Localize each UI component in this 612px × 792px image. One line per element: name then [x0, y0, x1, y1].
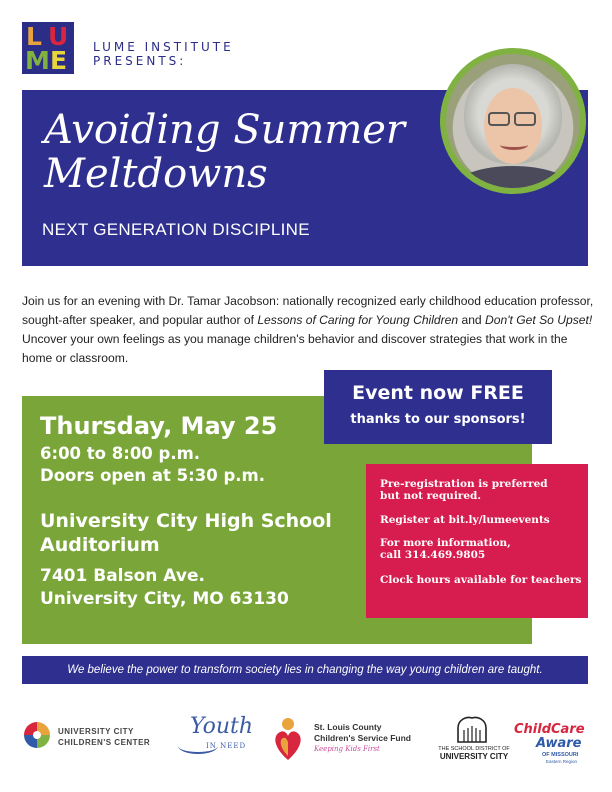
event-title	[44, 108, 405, 196]
yin-name: Youth	[190, 714, 254, 739]
registration-info-box	[366, 464, 588, 618]
cca-name-line-4: Eastern Region	[546, 759, 578, 764]
intro-part-2: and	[458, 313, 486, 327]
register-link[interactable]: Register at bit.ly/lumeevents	[380, 514, 550, 526]
prereg-line-2: but not required.	[380, 490, 482, 502]
presenter-name: LUME INSTITUTE	[93, 40, 234, 54]
slc-name-line-1: St. Louis County	[314, 722, 382, 732]
cca-name-line-1: ChildCare	[514, 722, 585, 737]
event-address-line-2: University City, MO 63130	[40, 589, 289, 609]
event-time: 6:00 to 8:00 p.m.	[40, 444, 201, 463]
prereg-line-1: Pre-registration is preferred	[380, 478, 548, 490]
phone-number[interactable]: call 314.469.9805	[380, 549, 486, 561]
sponsor-ucc-logo	[22, 712, 162, 772]
intro-paragraph	[22, 292, 594, 368]
title-line-1: Avoiding Summer	[44, 107, 406, 153]
sponsor-childcare-aware-logo	[512, 712, 592, 772]
event-address-line-1: 7401 Balson Ave.	[40, 566, 205, 586]
sponsor-ucsd-logo	[436, 712, 512, 772]
slc-tagline: Keeping Kids First	[314, 745, 380, 753]
clock-hours-note: Clock hours available for teachers	[380, 574, 582, 586]
logo-letter-m: M	[25, 46, 50, 75]
lume-logo	[22, 22, 74, 74]
intro-part-1: Join us for an evening with Dr. Tamar Jacobson: nationally recognized early childhood education professor, sought-after speaker, and popular author of	[22, 294, 594, 327]
cca-name-line-2: Aware	[536, 736, 582, 751]
event-doors: Doors open at 5:30 p.m.	[40, 466, 265, 485]
portrait-face	[484, 88, 542, 164]
book-title-1: Lessons of Caring for Young Children	[257, 313, 459, 327]
ucc-name-line-2: CHILDREN'S CENTER	[58, 738, 151, 747]
cca-name-line-3: OF MISSOURI	[542, 752, 579, 758]
free-event-sponsor-note: thanks to our sponsors!	[350, 412, 526, 427]
mission-banner: We believe the power to transform society lies in changing the way young children are taught.	[22, 656, 588, 684]
presenter-text	[93, 40, 234, 68]
yin-subname: IN NEED	[206, 742, 247, 750]
portrait-glasses-left	[488, 112, 510, 126]
slc-name-line-2: Children's Service Fund	[314, 733, 411, 743]
sponsor-st-louis-county-logo	[270, 712, 430, 772]
presenter-presents: PRESENTS:	[93, 54, 187, 68]
lion-statue-icon	[454, 714, 490, 744]
logo-letter-e: E	[50, 46, 68, 75]
free-event-box	[324, 370, 552, 444]
logo-letter-l: L	[26, 22, 42, 51]
event-date: Thursday, May 25	[40, 412, 278, 440]
speaker-portrait	[446, 54, 580, 188]
ucsd-name-line-2: UNIVERSITY CITY	[439, 752, 509, 761]
pinwheel-icon	[22, 720, 52, 750]
logo-letter-u: U	[48, 22, 69, 51]
portrait-smile	[500, 140, 528, 150]
sponsor-youth-in-need-logo	[176, 712, 256, 772]
ucc-name-line-1: UNIVERSITY CITY	[58, 727, 134, 736]
portrait-glasses-right	[514, 112, 536, 126]
ucsd-name-line-1: THE SCHOOL DISTRICT OF	[438, 746, 510, 752]
portrait-shirt	[456, 166, 570, 188]
book-title-2: Don't Get So Upset!	[485, 313, 593, 327]
more-info-line: For more information,	[380, 537, 511, 549]
intro-part-3: Uncover your own feelings as you manage children's behavior and discover strategies that work in the home or classroom.	[22, 332, 568, 365]
event-venue-line-2: Auditorium	[40, 534, 160, 556]
free-event-headline: Event now FREE	[352, 382, 524, 404]
speaker-photo	[440, 48, 586, 194]
event-venue-line-1: University City High School	[40, 510, 332, 532]
heart-figure-icon	[270, 716, 306, 762]
event-subtitle: NEXT GENERATION DISCIPLINE	[42, 220, 310, 239]
title-line-2: Meltdowns	[44, 151, 268, 197]
